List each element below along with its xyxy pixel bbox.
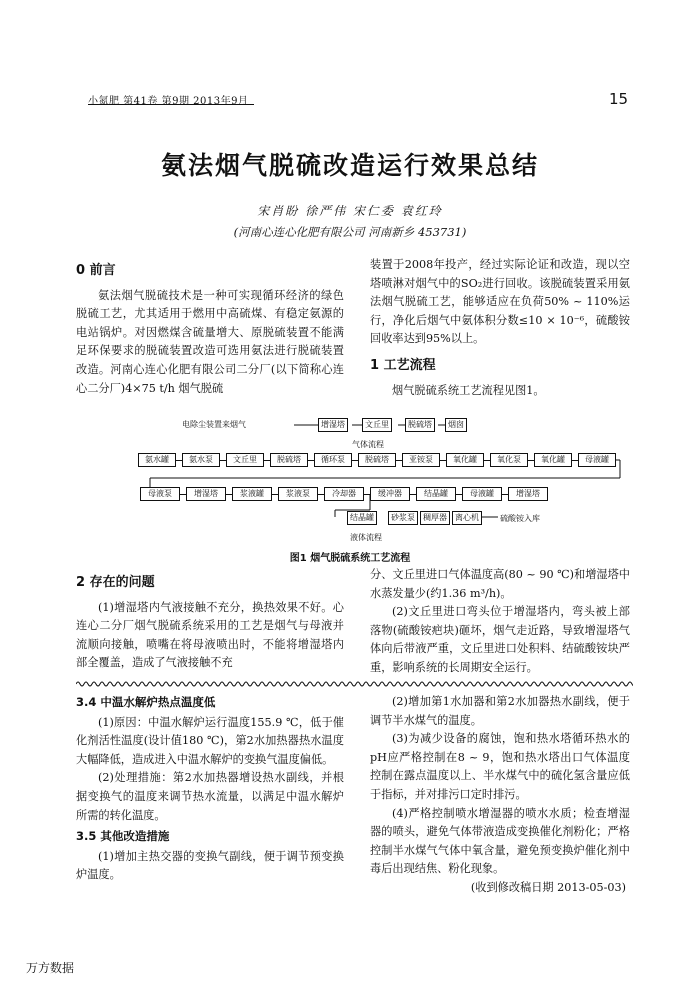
- article-title: 氨法烟气脱硫改造运行效果总结: [160, 151, 539, 180]
- flow-box: 文丘里: [362, 418, 392, 432]
- section-3-4-paragraph-1: (1)原因：中温水解炉运行温度155.9 ℃，低于催化剂活性温度(设计值180 ℃)，第2水加热器热水温度大幅降低，造成进入中温水解炉的变换气温度偏低。: [76, 715, 344, 766]
- flow-connector: [225, 494, 232, 495]
- flow-connector: [271, 494, 278, 495]
- flow-connector: [571, 460, 578, 461]
- section-3-5-paragraph-4: (4)严格控制喷水增湿器的喷水水质；检查增湿器的喷头，避免气体带液造成变换催化剂粉化；严格控制半水煤气气体中氧含量，避免预变换炉催化剂中毒后出现结焦、粉化现象。: [370, 806, 630, 876]
- section-3-5-paragraph-1: (1)增加主热交器的变换气副线，便于调节预变换炉温度。: [76, 849, 344, 882]
- flow-box: 氧化罐: [446, 453, 484, 467]
- section-1-heading: 1 工艺流程: [370, 357, 436, 373]
- section-3-4-heading: 3.4 中温水解炉热点温度低: [76, 695, 216, 709]
- authors: 宋肖盼 徐严伟 宋仁委 袁红玲: [257, 204, 443, 218]
- section-1-paragraph: 烟气脱硫系统工艺流程见图1。: [392, 383, 545, 397]
- flow-box: 结晶罐: [416, 487, 456, 501]
- flow-connector: [527, 460, 534, 461]
- section-2-heading: 2 存在的问题: [76, 575, 155, 590]
- flow-box: 浆液泵: [278, 487, 318, 501]
- affiliation: (河南心连心化肥有限公司 河南新乡 453731): [233, 225, 467, 239]
- flow-box: 增湿塔: [186, 487, 226, 501]
- section-2-paragraph-cont: 分、文丘里进口气体温度高(80 ~ 90 ℃)和增湿塔中水蒸发量少(约1.36 m³/h)。: [370, 568, 630, 600]
- footer-watermark: 万方数据: [26, 961, 75, 975]
- section-3-4-paragraph-2: (2)处理措施：第2水加热器增设热水副线，并根据变换气的温度来调节热水流量，以满足中温水解炉所需的转化温度。: [76, 771, 344, 822]
- ammonium-sulfate-storage-label: 硫酸铵入库: [500, 514, 540, 523]
- journal-header: 小氮肥 第41卷 第9期 2013年9月: [88, 96, 249, 107]
- flow-box: 缓冲器: [370, 487, 410, 501]
- flow-box: 离心机: [452, 511, 482, 525]
- flow-connector: [455, 494, 462, 495]
- flow-box: 文丘里: [226, 453, 264, 467]
- flow-box: 母液罐: [578, 453, 616, 467]
- wavy-separator: [76, 680, 633, 688]
- flow-connector: [363, 494, 370, 495]
- flow-box: 母液罐: [462, 487, 502, 501]
- section-2-paragraph: (1)增湿塔内气液接触不充分，换热效果不好。心连心二分厂烟气脱硫系统采用的工艺是烟气与母液并流顺向接触，喷嘴在将母液喷出时，不能将增湿塔内部全覆盖，造成了气液接触不充: [76, 600, 344, 670]
- section-2: [76, 574, 344, 673]
- flow-connector: [317, 494, 324, 495]
- flow-box: 浆液罐: [232, 487, 272, 501]
- flow-box: 烟囱: [445, 418, 467, 432]
- figure-caption: 图1 烟气脱硫系统工艺流程: [289, 553, 411, 564]
- flow-connector: [483, 460, 490, 461]
- flow-box: 循环泵: [314, 453, 352, 467]
- flow-box: 稠厚器: [420, 511, 450, 525]
- flow-connector: [175, 460, 182, 461]
- section-3-5-continued: [370, 693, 630, 898]
- flow-box: 母液泵: [140, 487, 180, 501]
- section-0-heading: 0 前言: [76, 263, 116, 278]
- flow-box: 脱硫塔: [405, 418, 435, 432]
- flow-connector: [351, 460, 358, 461]
- page-number: 15: [609, 90, 629, 108]
- flow-box: 增湿塔: [318, 418, 348, 432]
- flow-box: 结晶罐: [347, 511, 377, 525]
- flow-box: 氧化泵: [490, 453, 528, 467]
- liquid-flow-label: 液体流程: [350, 533, 382, 542]
- flow-box: 亚铵泵: [402, 453, 440, 467]
- flow-connector: [439, 460, 446, 461]
- flow-box: 氨水泵: [182, 453, 220, 467]
- section-3-5-paragraph-2: (2)增加第1水加器和第2水加器热水副线，便于调节半水煤气的温度。: [370, 695, 630, 727]
- flow-box: 砂浆泵: [388, 511, 418, 525]
- flow-connector: [263, 460, 270, 461]
- flow-box: 增湿塔: [508, 487, 548, 501]
- section-0-paragraph-cont: 装置于2008年投产，经过实际论证和改造，现以空塔喷淋对烟气中的SO₂进行回收。该脱硫装置采用氨法烟气脱硫工艺，能够适应在负荷50% ~ 110%运行，净化后烟气中氨体积分数≤10 × 10⁻⁶，硫酸铵回收率达到95%以上。: [370, 258, 630, 346]
- section-3-4: [76, 693, 344, 885]
- section-3-5-paragraph-3: (3)为减少设备的腐蚀，饱和热水塔循环热水的pH应严格控制在8 ~ 9，饱和热水塔出口气体温度控制在露点温度以上、半水煤气中的硫化氢含量应低于指标，并对排污口定时排污。: [370, 732, 630, 801]
- section-2-continued: [370, 566, 630, 678]
- flow-box: 冷却器: [324, 487, 364, 501]
- section-2-paragraph-2: (2)文丘里进口弯头位于增湿塔内，弯头被上部落物(硫酸铵疤块)砸坏，烟气走近路，导致增湿塔气体向后带液严重，文丘里进口处积料、结硫酸铵块严重，影响系统的长周期安全运行。: [370, 605, 630, 674]
- flow-box: 氨水罐: [138, 453, 176, 467]
- flow-connector: [395, 460, 402, 461]
- flow-connector: [307, 460, 314, 461]
- received-date: (收到修改稿日期 2013-05-03): [470, 880, 626, 894]
- flow-connector: [501, 494, 508, 495]
- flow-box: 脱硫塔: [358, 453, 396, 467]
- flow-connector: [219, 460, 226, 461]
- section-3-5-heading: 3.5 其他改造措施: [76, 829, 170, 844]
- flue-gas-source-label: 电除尘装置来烟气: [182, 420, 246, 429]
- flow-box: 脱硫塔: [270, 453, 308, 467]
- flow-box: 氧化罐: [534, 453, 572, 467]
- section-0-paragraph: 氨法烟气脱硫技术是一种可实现循环经济的绿色脱硫工艺，尤其适用于燃用中高硫煤、有稳定氨源的电站锅炉。对因燃煤含硫量增大、原脱硫装置不能满足环保要求的脱硫装置改造可选用氨法进行脱硫装置改造。河南心连心化肥有限公司二分厂(以下简称心连心二分厂)4×75 t/h 烟气脱硫: [76, 288, 344, 395]
- gas-flow-label: 气体流程: [352, 440, 384, 449]
- flow-connector: [179, 494, 186, 495]
- flow-connector: [409, 494, 416, 495]
